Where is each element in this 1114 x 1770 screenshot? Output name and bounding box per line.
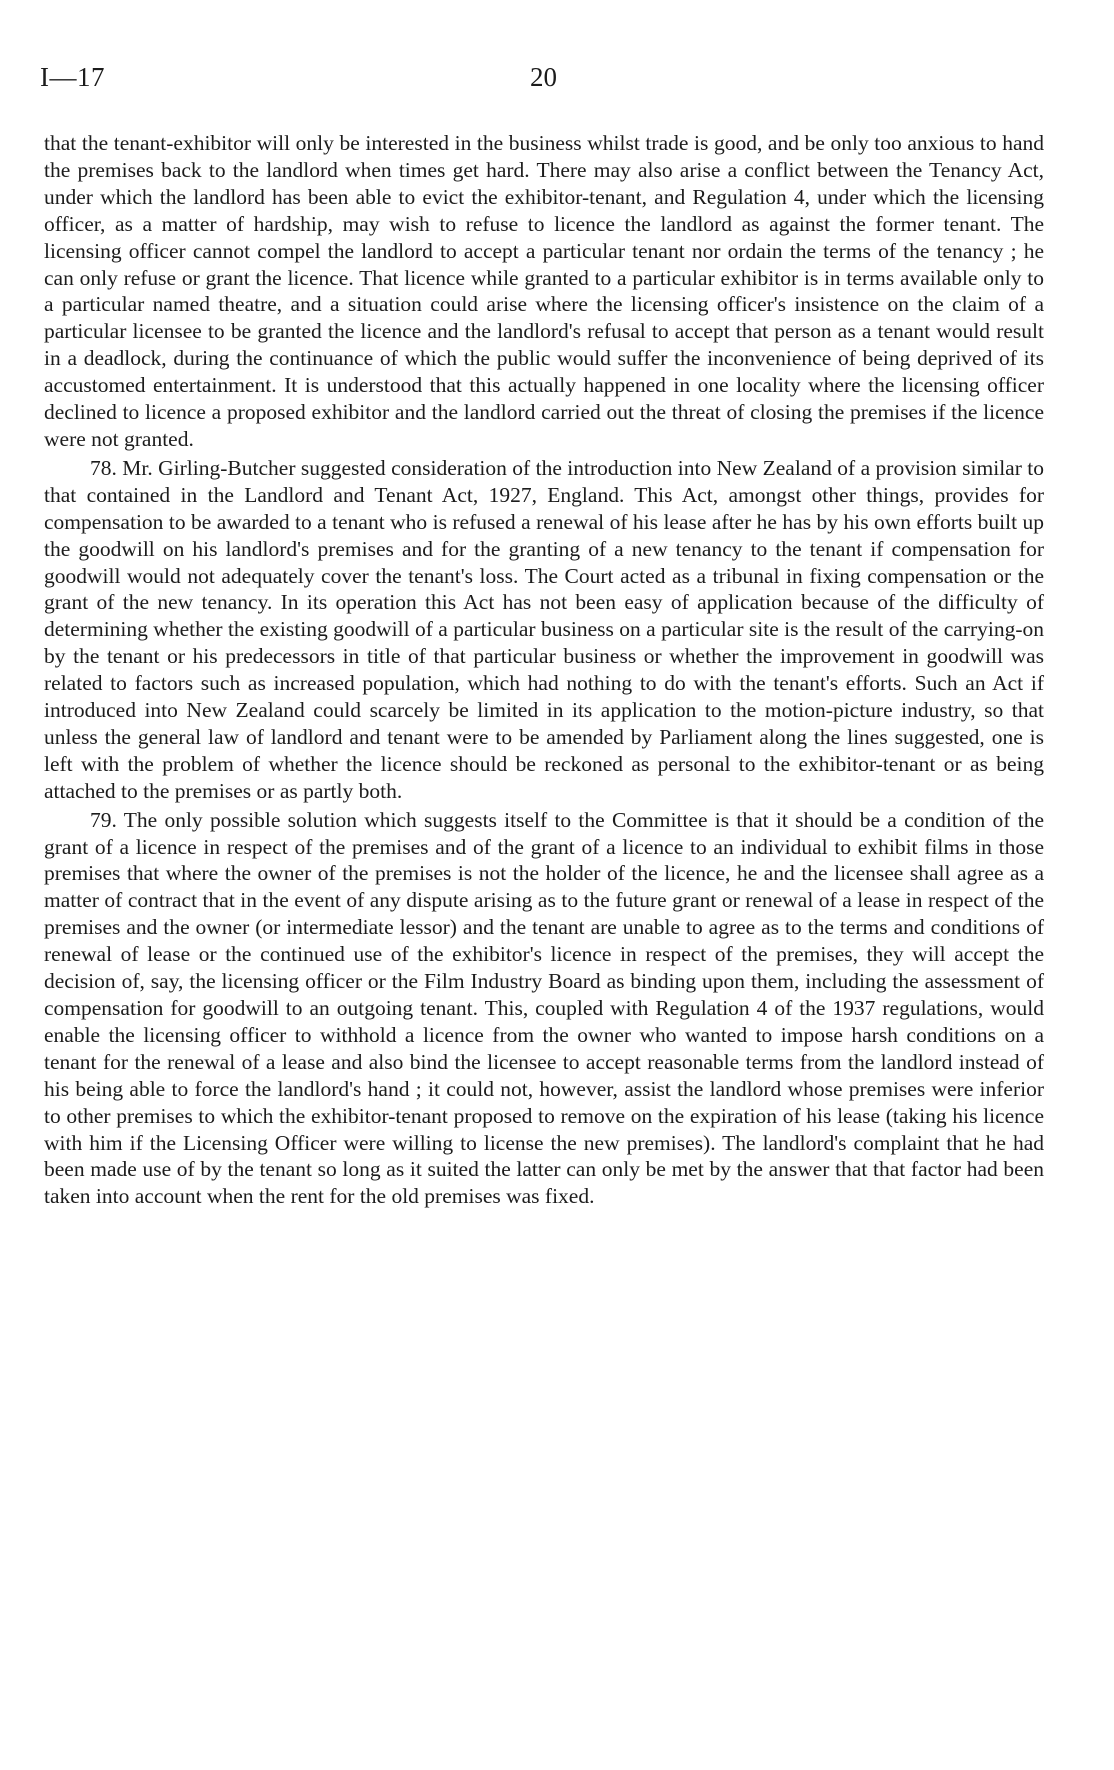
paragraph-78 <box>44 455 1044 805</box>
paragraph-text: The only possible solution which suggests itself to the Committee is that it should be a condition of the grant of a licence in respect of the premises and of the grant of a licence to an individual to exhibit films in those premises that where the owner of the premises is not the holder of the licence, he and the licensee shall agree as a matter of contract that in the event of any dispute arising as to the future grant or renewal of a lease in respect of the premises and the owner (or intermediate lessor) and the tenant are unable to agree as to the terms and conditions of renewal of lease or the continued use of the exhibitor's licence in respect of the premises, they will accept the decision of, say, the licensing officer or the Film Industry Board as binding upon them, including the assessment of compensation for goodwill to an outgoing tenant. This, coupled with Regulation 4 of the 1937 regulations, would enable the licensing officer to withhold a licence from the owner who wanted to impose harsh conditions on a tenant for the renewal of a lease and also bind the licensee to accept reasonable terms from the landlord instead of his being able to force the landlord's hand ; it could not, however, assist the landlord whose premises were inferior to other premises to which the exhibitor-tenant proposed to remove on the expiration of his lease (taking his licence with him if the Licensing Officer were willing to license the new premises). The landlord's complaint that he had been made use of by the tenant so long as it suited the latter can only be met by the answer that that factor had been taken into account when the rent for the old premises was fixed. <box>44 807 1044 1209</box>
paragraph-79 <box>44 807 1044 1211</box>
paragraph-text: that the tenant-exhibitor will only be interested in the business whilst trade is good, and be only too anxious to hand the premises back to the landlord when times get hard. There may also arise a conflict between the Tenancy Act, under which the landlord has been able to evict the exhibitor-tenant, and Regulation 4, under which the licensing officer, as a matter of hardship, may wish to refuse to licence the landlord as against the former tenant. The licensing officer cannot compel the landlord to accept a particular tenant nor ordain the terms of the tenancy ; he can only refuse or grant the licence. That licence while granted to a particular exhibitor is in terms available only to a particular named theatre, and a situation could arise where the licensing officer's insistence on the claim of a particular licensee to be granted the licence and the landlord's refusal to accept that person as a tenant would result in a deadlock, during the continuance of which the public would suffer the inconvenience of being deprived of its accustomed entertainment. It is understood that this actually happened in one locality where the licensing officer declined to licence a proposed exhibitor and the landlord carried out the threat of closing the premises if the licence were not granted. <box>44 131 1044 451</box>
paragraph-number: 79. <box>90 807 117 832</box>
body-text <box>44 130 1044 1210</box>
paragraph-continued <box>44 130 1044 453</box>
paragraph-text: Mr. Girling-Butcher suggested consideration of the introduction into New Zealand of a provision similar to that contained in the Landlord and Tenant Act, 1927, England. This Act, amongst other things, provides for compensation to be awarded to a tenant who is refused a renewal of his lease after he has by his own efforts built up the goodwill on his landlord's premises and for the granting of a new tenancy to the tenant if compensation for goodwill would not adequately cover the tenant's loss. The Court acted as a tribunal in fixing compensation or the grant of the new tenancy. In its operation this Act has not been easy of application because of the difficulty of determining whether the existing goodwill of a particular business on a particular site is the result of the carrying-on by the tenant or his predecessors in title of that particular business or whether the improvement in goodwill was related to factors such as increased population, which had nothing to do with the tenant's efforts. Such an Act if introduced into New Zealand could scarcely be limited in its application to the motion-picture industry, so that unless the general law of landlord and tenant were to be amended by Parliament along the lines suggested, one is left with the problem of whether the licence should be reckoned as personal to the exhibitor-tenant or as being attached to the premises or as partly both. <box>44 455 1044 803</box>
page-header <box>40 62 1040 102</box>
page-number: 20 <box>530 62 557 92</box>
document-reference: I—17 <box>40 62 105 92</box>
paragraph-number: 78. <box>90 455 117 480</box>
